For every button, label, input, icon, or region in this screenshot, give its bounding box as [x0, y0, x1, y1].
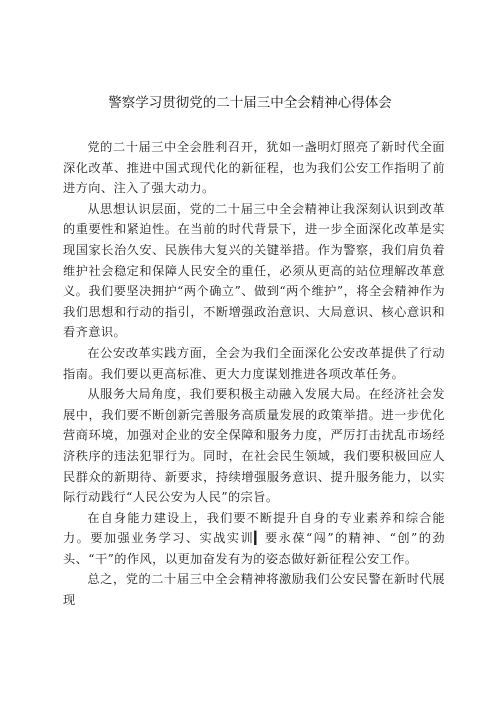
paragraph-conclusion: 总之，党的二十届三中全会精神将激励我们公安民警在新时代展现 — [63, 572, 445, 608]
paragraph-serving-overall-situation: 从服务大局角度，我们要积极主动融入发展大局。在经济社会发展中，我们要不断创新完善服务高质量发展的政策举措。进一步优化营商环境，加强对企业的安全保障和服务力度，严厉打击扰乱市场经济秩序的违法犯罪行为。同时，在社会民生领域，我们要积极回应人民群众的新期待、新要求，持续增强服务意识、提升服务能力，以实际行动践行“人民公安为人民”的宗旨。 — [63, 387, 445, 505]
document-body — [63, 137, 445, 611]
paragraph-intro: 党的二十届三中全会胜利召开，犹如一盏明灯照亮了新时代全面深化改革、推进中国式现代化的新征程，也为我们公安工作指明了前进方向、注入了强大动力。 — [63, 140, 445, 196]
paragraph-ideological-understanding: 从思想认识层面，党的二十届三中全会精神让我深刻认识到改革的重要性和紧迫性。在当前的时代背景下，进一步全面深化改革是实现国家长治久安、民族伟大复兴的关键举措。作为警察，我们肩负着维护社会稳定和保障人民安全的重任，必须从更高的站位理解改革意义。我们要坚决拥护“两个确立”、做到“两个维护”，将全会精神作为我们思想和行动的指引，不断增强政治意识、大局意识、核心意识和看齐意识。 — [63, 201, 445, 340]
paragraph-capability-building: 在自身能力建设上，我们要不断提升自身的专业素养和综合能力。要加强业务学习、实战实训▎要永葆“闯”的精神、“创”的劲头、“干”的作风，以更加奋发有为的姿态做好新征程公安工作。 — [63, 510, 445, 566]
document-title: 警察学习贯彻党的二十届三中全会精神心得体会 — [108, 95, 392, 111]
paragraph-reform-practice: 在公安改革实践方面，全会为我们全面深化公安改革提供了行动指南。我们要以更高标准、更大力度谋划推进各项改革任务。 — [63, 345, 445, 381]
